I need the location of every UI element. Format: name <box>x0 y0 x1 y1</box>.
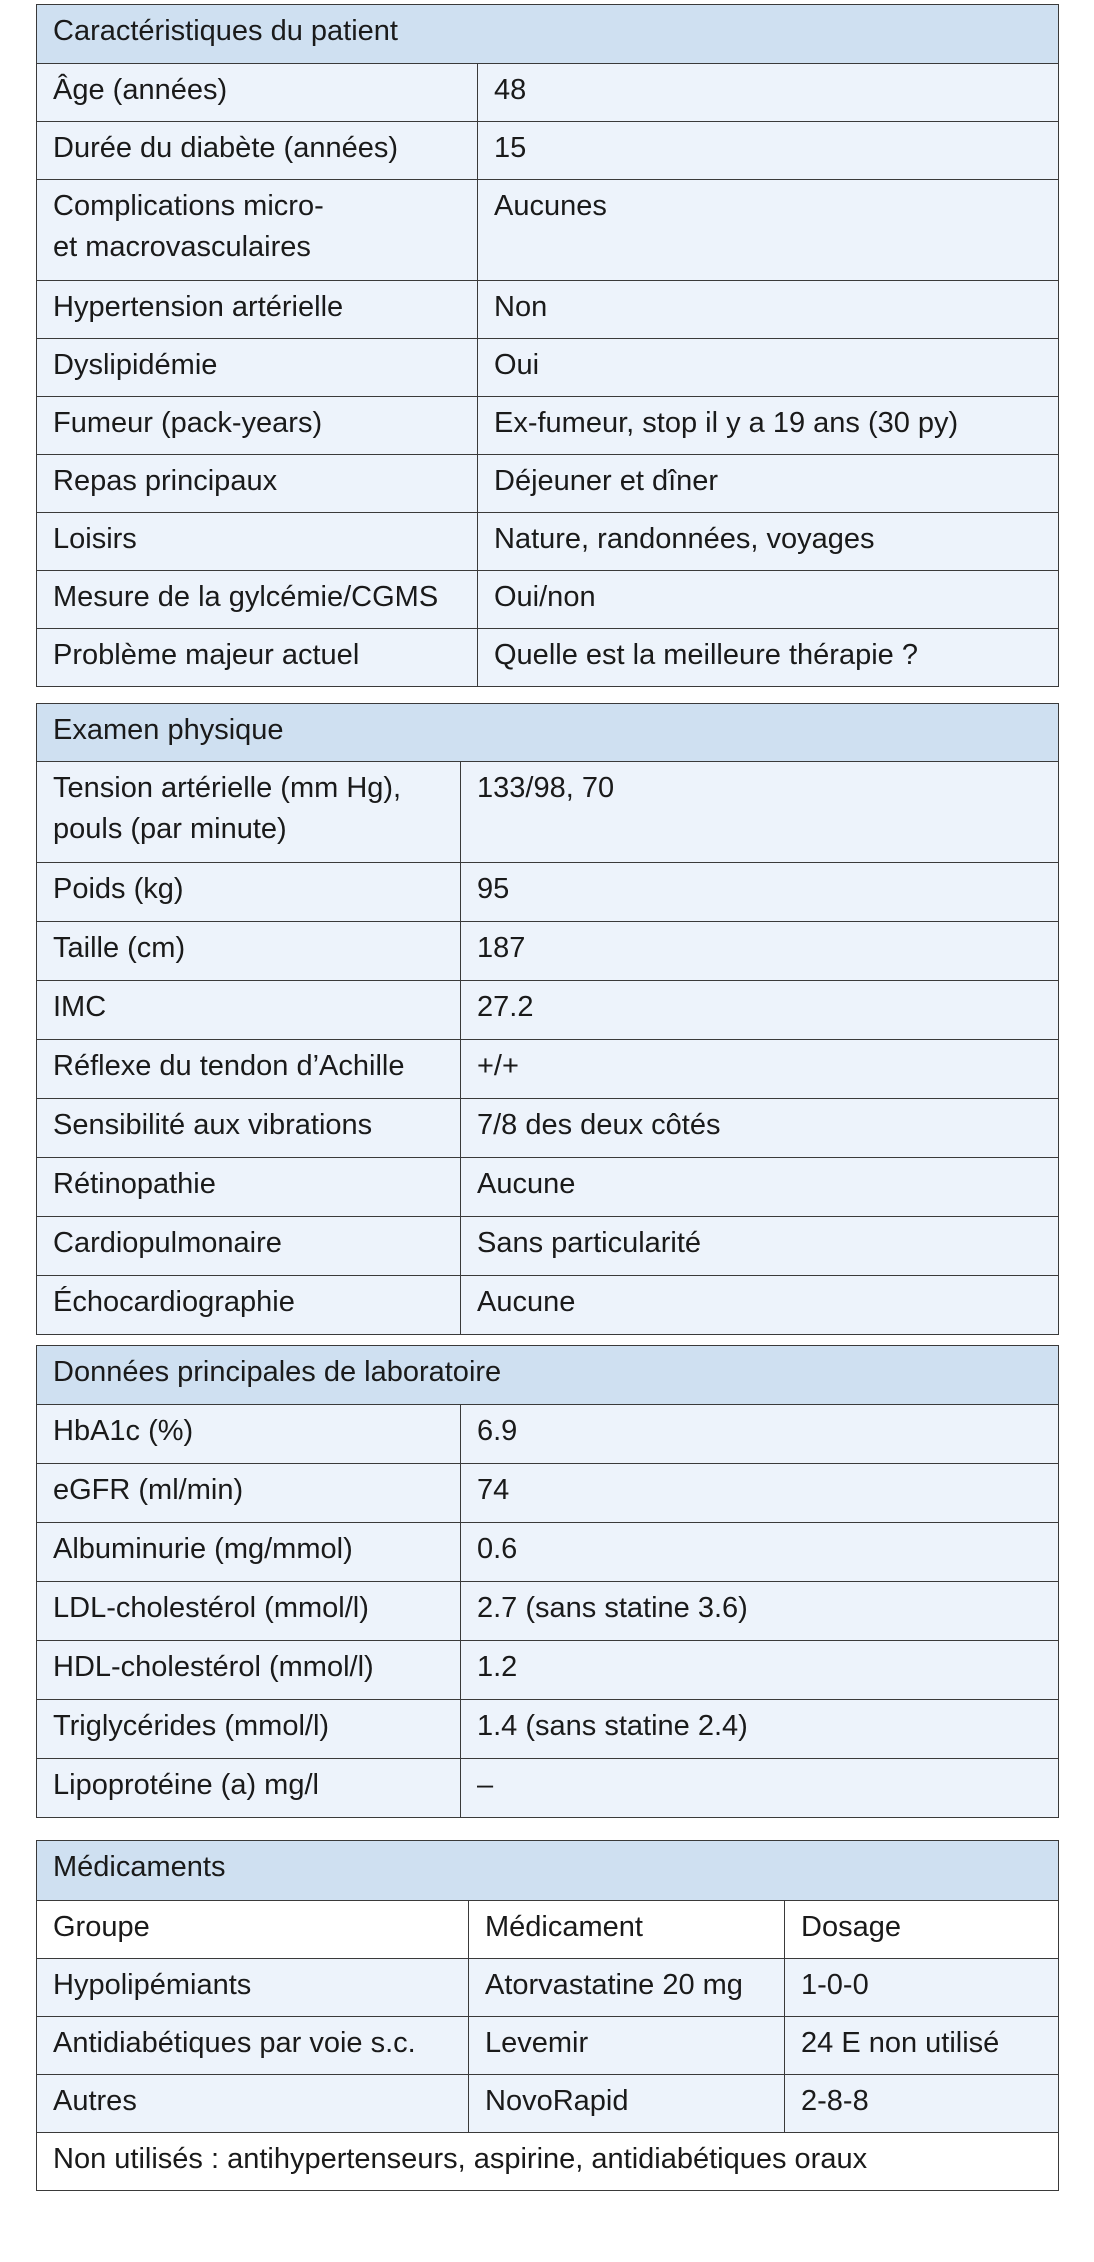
table-row <box>37 2017 1059 2075</box>
row-label: Taille (cm) <box>37 922 461 981</box>
row-label: Repas principaux <box>37 455 478 513</box>
row-label-line: Tension artérielle (mm Hg), <box>53 772 402 804</box>
table-title: Caractéristiques du patient <box>37 5 1059 64</box>
row-value: 2.7 (sans statine 3.6) <box>461 1582 1059 1641</box>
row-label: Rétinopathie <box>37 1158 461 1217</box>
row-value: 27.2 <box>461 981 1059 1040</box>
row-label: Dyslipidémie <box>37 339 478 397</box>
row-group: Autres <box>37 2075 469 2133</box>
table-row <box>37 1040 1059 1099</box>
table-title: Médicaments <box>37 1841 1059 1901</box>
row-drug: Levemir <box>469 2017 785 2075</box>
table-row <box>37 863 1059 922</box>
table-title: Examen physique <box>37 704 1059 762</box>
row-label: Albuminurie (mg/mmol) <box>37 1523 461 1582</box>
table-row <box>37 1700 1059 1759</box>
row-label: IMC <box>37 981 461 1040</box>
row-label: Échocardiographie <box>37 1276 461 1335</box>
row-label <box>37 762 461 863</box>
table-row <box>37 1959 1059 2017</box>
row-label: Cardiopulmonaire <box>37 1217 461 1276</box>
row-label: Triglycérides (mmol/l) <box>37 1700 461 1759</box>
table-row <box>37 1582 1059 1641</box>
row-value: 6.9 <box>461 1405 1059 1464</box>
row-value: Oui <box>478 339 1059 397</box>
row-label: Lipoprotéine (a) mg/l <box>37 1759 461 1818</box>
row-value: Nature, randonnées, voyages <box>478 513 1059 571</box>
row-dose: 24 E non utilisé <box>785 2017 1059 2075</box>
table-row <box>37 513 1059 571</box>
physical-exam-table <box>36 703 1059 1335</box>
table-row <box>37 571 1059 629</box>
row-label-line: pouls (par minute) <box>53 813 287 845</box>
row-value: 48 <box>478 64 1059 122</box>
row-label: Poids (kg) <box>37 863 461 922</box>
table-row <box>37 397 1059 455</box>
row-value: Ex-fumeur, stop il y a 19 ans (30 py) <box>478 397 1059 455</box>
row-label: Hypertension artérielle <box>37 281 478 339</box>
row-label-line: et macrovasculaires <box>53 231 311 263</box>
table-row <box>37 281 1059 339</box>
row-label: HbA1c (%) <box>37 1405 461 1464</box>
table-row <box>37 64 1059 122</box>
patient-characteristics-table <box>36 4 1059 687</box>
table-row <box>37 1759 1059 1818</box>
row-value: Sans particularité <box>461 1217 1059 1276</box>
row-label: Durée du diabète (années) <box>37 122 478 180</box>
row-label: Réflexe du tendon d’Achille <box>37 1040 461 1099</box>
table-header-row <box>37 1901 1059 1959</box>
unused-medications-note: Non utilisés : antihypertenseurs, aspirine, antidiabétiques oraux <box>37 2133 1059 2191</box>
row-label: eGFR (ml/min) <box>37 1464 461 1523</box>
column-header-drug: Médicament <box>469 1901 785 1959</box>
table-row <box>37 1464 1059 1523</box>
table-row <box>37 455 1059 513</box>
table-row <box>37 1276 1059 1335</box>
row-label-line: Complications micro- <box>53 190 324 222</box>
row-value: Oui/non <box>478 571 1059 629</box>
table-row <box>37 180 1059 281</box>
row-value: Aucune <box>461 1158 1059 1217</box>
row-value: 1.2 <box>461 1641 1059 1700</box>
table-row <box>37 2075 1059 2133</box>
row-value: 1.4 (sans statine 2.4) <box>461 1700 1059 1759</box>
table-row <box>37 1217 1059 1276</box>
column-header-group: Groupe <box>37 1901 469 1959</box>
row-value: Aucune <box>461 1276 1059 1335</box>
table-row <box>37 762 1059 863</box>
lab-data-table <box>36 1345 1059 1818</box>
table-row <box>37 1641 1059 1700</box>
row-label: Âge (années) <box>37 64 478 122</box>
table-title: Données principales de laboratoire <box>37 1346 1059 1405</box>
row-value: 187 <box>461 922 1059 981</box>
table-row <box>37 1099 1059 1158</box>
row-label <box>37 180 478 281</box>
row-value: 15 <box>478 122 1059 180</box>
row-value: 7/8 des deux côtés <box>461 1099 1059 1158</box>
row-value: 95 <box>461 863 1059 922</box>
table-row <box>37 981 1059 1040</box>
medications-table <box>36 1840 1059 2191</box>
row-value: 0.6 <box>461 1523 1059 1582</box>
row-drug: NovoRapid <box>469 2075 785 2133</box>
table-row <box>37 1405 1059 1464</box>
row-value: – <box>461 1759 1059 1818</box>
row-value: Quelle est la meilleure thérapie ? <box>478 629 1059 687</box>
table-footer-row <box>37 2133 1059 2191</box>
table-row <box>37 629 1059 687</box>
row-value: 74 <box>461 1464 1059 1523</box>
row-label: Problème majeur actuel <box>37 629 478 687</box>
row-group: Antidiabétiques par voie s.c. <box>37 2017 469 2075</box>
row-value: Déjeuner et dîner <box>478 455 1059 513</box>
row-label: Loisirs <box>37 513 478 571</box>
row-label: Sensibilité aux vibrations <box>37 1099 461 1158</box>
row-label: LDL-cholestérol (mmol/l) <box>37 1582 461 1641</box>
table-row <box>37 922 1059 981</box>
row-label: HDL-cholestérol (mmol/l) <box>37 1641 461 1700</box>
row-drug: Atorvastatine 20 mg <box>469 1959 785 2017</box>
row-dose: 2-8-8 <box>785 2075 1059 2133</box>
row-value: Non <box>478 281 1059 339</box>
table-row <box>37 122 1059 180</box>
row-label: Mesure de la gylcémie/CGMS <box>37 571 478 629</box>
table-row <box>37 339 1059 397</box>
row-value: 133/98, 70 <box>461 762 1059 863</box>
row-value: +/+ <box>461 1040 1059 1099</box>
row-dose: 1-0-0 <box>785 1959 1059 2017</box>
row-group: Hypolipémiants <box>37 1959 469 2017</box>
column-header-dose: Dosage <box>785 1901 1059 1959</box>
table-row <box>37 1523 1059 1582</box>
row-label: Fumeur (pack-years) <box>37 397 478 455</box>
table-row <box>37 1158 1059 1217</box>
row-value: Aucunes <box>478 180 1059 281</box>
